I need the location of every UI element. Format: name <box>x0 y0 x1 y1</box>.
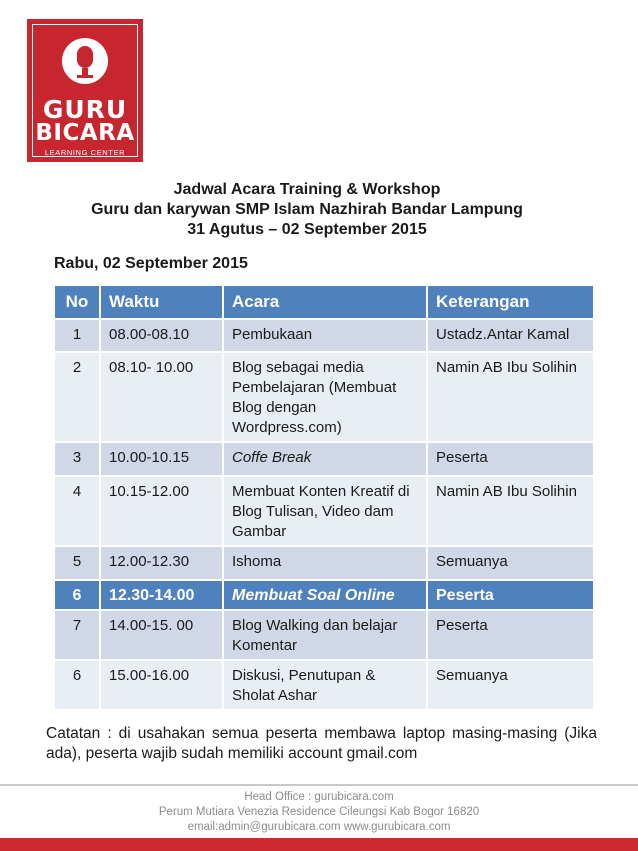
footer <box>0 790 638 835</box>
table-row <box>54 546 594 580</box>
cell-waktu: 10.15-12.00 <box>100 476 223 546</box>
table-header-row <box>54 285 594 319</box>
table-row <box>54 476 594 546</box>
column-header-acara: Acara <box>223 285 427 319</box>
cell-no: 2 <box>54 352 100 442</box>
column-header-keterangan: Keterangan <box>427 285 594 319</box>
cell-no: 7 <box>54 610 100 660</box>
cell-no: 5 <box>54 546 100 580</box>
column-header-no: No <box>54 285 100 319</box>
cell-keterangan: Namin AB Ibu Solihin <box>427 476 594 546</box>
cell-acara: Ishoma <box>223 546 427 580</box>
cell-waktu: 08.10- 10.00 <box>100 352 223 442</box>
cell-acara: Pembukaan <box>223 319 427 352</box>
cell-waktu: 12.00-12.30 <box>100 546 223 580</box>
note-paragraph: Catatan : di usahakan semua peserta membawa laptop masing-masing (Jika ada), peserta wajib sudah memiliki account gmail.com <box>46 725 597 762</box>
cell-acara: Diskusi, Penutupan & Sholat Ashar <box>223 660 427 710</box>
header-title: Jadwal Acara Training & Workshop <box>173 181 441 198</box>
cell-acara: Coffe Break <box>223 442 427 476</box>
cell-waktu: 15.00-16.00 <box>100 660 223 710</box>
cell-keterangan: Namin AB Ibu Solihin <box>427 352 594 442</box>
cell-no: 6 <box>54 660 100 710</box>
cell-keterangan: Semuanya <box>427 660 594 710</box>
table-row <box>54 610 594 660</box>
logo-text-bicara: BICARA <box>35 120 135 146</box>
cell-keterangan: Semuanya <box>427 546 594 580</box>
schedule-table <box>53 284 595 711</box>
header-subtitle: Guru dan karywan SMP Islam Nazhirah Bandar Lampung <box>91 201 523 218</box>
footer-divider <box>0 784 638 786</box>
cell-acara: Blog Walking dan belajar Komentar <box>223 610 427 660</box>
cell-no: 6 <box>54 580 100 610</box>
footer-address: Perum Mutiara Venezia Residence Cileungsi Kab Bogor 16820 <box>158 806 480 818</box>
column-header-waktu: Waktu <box>100 285 223 319</box>
header-date-range: 31 Agutus – 02 September 2015 <box>187 221 427 238</box>
table-row <box>54 660 594 710</box>
document-header <box>0 180 614 240</box>
table-row <box>54 442 594 476</box>
footer-contact: email:admin@gurubicara.com www.gurubicara.com <box>187 821 451 833</box>
table-row <box>54 319 594 352</box>
footer-bar <box>0 838 638 851</box>
cell-no: 4 <box>54 476 100 546</box>
guru-bicara-logo <box>27 19 143 162</box>
cell-acara: Membuat Soal Online <box>223 580 427 610</box>
logo-tagline: LEARNING CENTER <box>44 148 126 157</box>
cell-keterangan: Peserta <box>427 610 594 660</box>
cell-waktu: 08.00-08.10 <box>100 319 223 352</box>
cell-acara: Membuat Konten Kreatif di Blog Tulisan, Video dam Gambar <box>223 476 427 546</box>
cell-keterangan: Peserta <box>427 442 594 476</box>
logo-text-guru: GURU <box>42 95 128 124</box>
cell-keterangan: Ustadz.Antar Kamal <box>427 319 594 352</box>
cell-waktu: 14.00-15. 00 <box>100 610 223 660</box>
table-row <box>54 352 594 442</box>
cell-keterangan: Peserta <box>427 580 594 610</box>
cell-acara: Blog sebagai media Pembelajaran (Membuat Blog dengan Wordpress.com) <box>223 352 427 442</box>
table-row-highlighted <box>54 580 594 610</box>
day-title: Rabu, 02 September 2015 <box>54 255 248 272</box>
cell-no: 1 <box>54 319 100 352</box>
cell-waktu: 12.30-14.00 <box>100 580 223 610</box>
microphone-icon <box>27 19 143 99</box>
cell-no: 3 <box>54 442 100 476</box>
cell-waktu: 10.00-10.15 <box>100 442 223 476</box>
footer-head-office: Head Office : gurubicara.com <box>244 791 394 803</box>
